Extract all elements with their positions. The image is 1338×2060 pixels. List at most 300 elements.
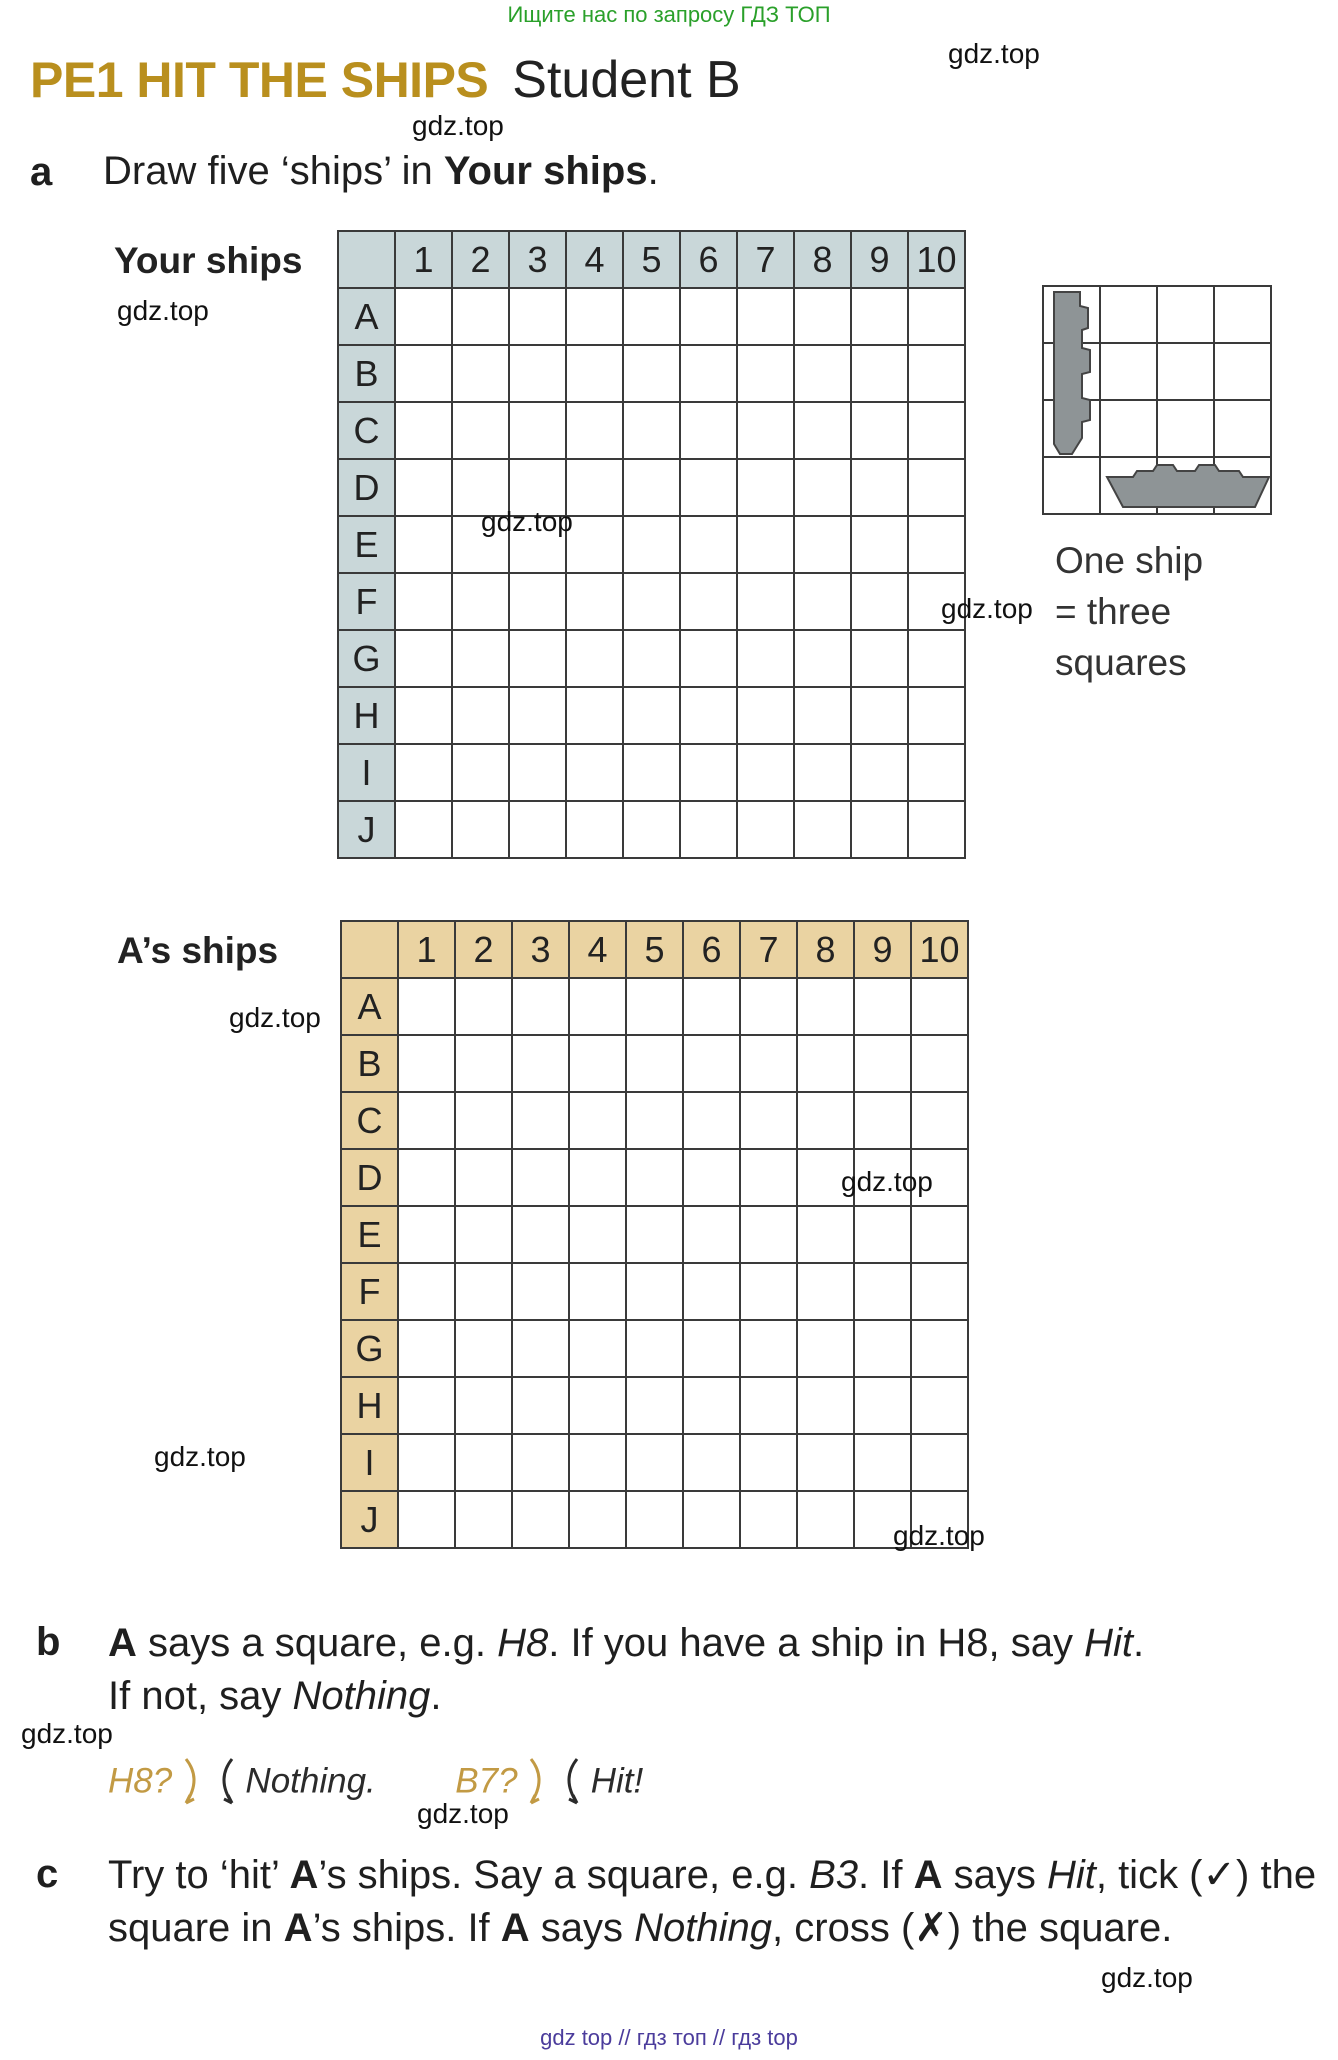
grid-cell-F5[interactable] [623, 573, 680, 630]
grid-cell-I9[interactable] [854, 1434, 911, 1491]
column-header: 9 [854, 921, 911, 978]
grid-cell-A5[interactable] [623, 288, 680, 345]
row-header: G [338, 630, 395, 687]
grid-cell-J6[interactable] [680, 801, 737, 858]
grid-cell-C5[interactable] [626, 1092, 683, 1149]
column-header: 9 [851, 231, 908, 288]
grid-cell-G4[interactable] [566, 630, 623, 687]
grid-cell-G7[interactable] [737, 630, 794, 687]
grid-cell-I6[interactable] [683, 1434, 740, 1491]
grid-cell-I1[interactable] [398, 1434, 455, 1491]
grid-cell-F8[interactable] [797, 1263, 854, 1320]
grid-cell-H2[interactable] [455, 1377, 512, 1434]
column-header: 5 [626, 921, 683, 978]
grid-cell-C7[interactable] [737, 402, 794, 459]
grid-cell-F6[interactable] [683, 1263, 740, 1320]
grid-cell-H4[interactable] [569, 1377, 626, 1434]
item-a-letter: a [30, 150, 53, 194]
grid-cell-J3[interactable] [509, 801, 566, 858]
grid-cell-C9[interactable] [854, 1092, 911, 1149]
grid-cell-H8[interactable] [797, 1377, 854, 1434]
item-c-t5: , tick (✓) the square in [108, 1853, 1317, 1950]
item-c-a1: A [289, 1853, 319, 1897]
grid-cell-A8[interactable] [794, 288, 851, 345]
item-b-letter: b [36, 1620, 61, 1664]
column-header: 8 [794, 231, 851, 288]
row-header: H [341, 1377, 398, 1434]
legend-text [1055, 535, 1203, 688]
item-c-t8: , cross (✗) the square. [772, 1906, 1173, 1950]
item-b-nothing: Nothing [292, 1674, 431, 1718]
grid-cell-H10[interactable] [908, 687, 965, 744]
grid-cell-B2[interactable] [455, 1035, 512, 1092]
grid-cell-D10[interactable] [908, 459, 965, 516]
grid-cell-E4[interactable] [569, 1206, 626, 1263]
grid-cell-A9[interactable] [851, 288, 908, 345]
watermark: gdz.top [21, 1718, 113, 1749]
grid-cell-E5[interactable] [626, 1206, 683, 1263]
your-ships-label: Your ships [114, 240, 303, 281]
row-header: F [341, 1263, 398, 1320]
grid-cell-E6[interactable] [683, 1206, 740, 1263]
item-c-t2: ’s ships. Say a square, e.g. [318, 1853, 810, 1897]
row-header: J [338, 801, 395, 858]
grid-cell-E9[interactable] [851, 516, 908, 573]
grid-cell-H8[interactable] [794, 687, 851, 744]
column-header: 3 [509, 231, 566, 288]
grid-cell-C6[interactable] [683, 1092, 740, 1149]
grid-cell-F9[interactable] [854, 1263, 911, 1320]
dialog-question-1: H8? [108, 1761, 173, 1801]
grid-cell-H5[interactable] [623, 687, 680, 744]
grid-cell-E3[interactable] [512, 1206, 569, 1263]
grid-cell-J9[interactable] [851, 801, 908, 858]
grid-cell-B3[interactable] [512, 1035, 569, 1092]
item-b-text2: . If you have a ship in H8, say [548, 1621, 1085, 1665]
column-header: 6 [683, 921, 740, 978]
grid-cell-F3[interactable] [512, 1263, 569, 1320]
grid-cell-J4[interactable] [569, 1491, 626, 1548]
grid-cell-J6[interactable] [683, 1491, 740, 1548]
grid-cell-G4[interactable] [569, 1320, 626, 1377]
grid-cell-C6[interactable] [680, 402, 737, 459]
grid-cell-E10[interactable] [908, 516, 965, 573]
grid-cell-J5[interactable] [623, 801, 680, 858]
grid-cell-A7[interactable] [737, 288, 794, 345]
watermark: gdz.top [417, 1798, 509, 1829]
row-header: I [341, 1434, 398, 1491]
grid-cell-A6[interactable] [680, 288, 737, 345]
as-ships-label: A’s ships [117, 930, 279, 971]
grid-cell-A6[interactable] [683, 978, 740, 1035]
grid-cell-I8[interactable] [794, 744, 851, 801]
grid-cell-H6[interactable] [683, 1377, 740, 1434]
curved-arrow-icon [182, 1755, 204, 1811]
grid-cell-B7[interactable] [740, 1035, 797, 1092]
grid-cell-F9[interactable] [851, 573, 908, 630]
grid-cell-I1[interactable] [395, 744, 452, 801]
horizontal-ship-icon [1103, 463, 1273, 515]
legend-cell [1214, 343, 1271, 400]
grid-cell-C3[interactable] [512, 1092, 569, 1149]
grid-cell-D5[interactable] [623, 459, 680, 516]
grid-cell-C10[interactable] [908, 402, 965, 459]
grid-cell-C8[interactable] [794, 402, 851, 459]
grid-cell-G5[interactable] [623, 630, 680, 687]
grid-cell-G5[interactable] [626, 1320, 683, 1377]
grid-cell-J7[interactable] [740, 1491, 797, 1548]
row-header: D [338, 459, 395, 516]
item-c-a3: A [283, 1906, 313, 1950]
grid-cell-G2[interactable] [452, 630, 509, 687]
grid-cell-F4[interactable] [566, 573, 623, 630]
grid-cell-B1[interactable] [398, 1035, 455, 1092]
dialog-answer-2: Hit! [590, 1761, 644, 1801]
legend-line-1: One ship [1055, 540, 1204, 581]
grid-cell-F2[interactable] [455, 1263, 512, 1320]
row-header: J [341, 1491, 398, 1548]
grid-cell-D6[interactable] [680, 459, 737, 516]
item-b-text3: . [1132, 1621, 1145, 1665]
row-header: H [338, 687, 395, 744]
grid-cell-C1[interactable] [395, 402, 452, 459]
grid-cell-A10[interactable] [908, 288, 965, 345]
column-header: 1 [398, 921, 455, 978]
grid-cell-I2[interactable] [455, 1434, 512, 1491]
grid-cell-J3[interactable] [512, 1491, 569, 1548]
dialog-answer-1: Nothing. [245, 1761, 376, 1801]
grid-cell-D7[interactable] [737, 459, 794, 516]
grid-cell-H3[interactable] [512, 1377, 569, 1434]
column-header: 4 [566, 231, 623, 288]
column-header: 7 [737, 231, 794, 288]
item-c-example: B3 [809, 1853, 858, 1897]
grid-cell-B4[interactable] [566, 345, 623, 402]
grid-cell-I4[interactable] [566, 744, 623, 801]
row-header: I [338, 744, 395, 801]
grid-cell-F6[interactable] [680, 573, 737, 630]
item-b-instruction [108, 1617, 1308, 1723]
legend-cell [1043, 457, 1100, 514]
grid-cell-D5[interactable] [626, 1149, 683, 1206]
grid-cell-C5[interactable] [623, 402, 680, 459]
item-c-a2: A [913, 1853, 943, 1897]
watermark: gdz.top [117, 295, 209, 326]
your-ships-grid [337, 230, 966, 859]
grid-cell-E5[interactable] [623, 516, 680, 573]
grid-cell-A9[interactable] [854, 978, 911, 1035]
item-b-line2-end: . [430, 1674, 442, 1718]
grid-cell-D1[interactable] [395, 459, 452, 516]
grid-cell-A3[interactable] [509, 288, 566, 345]
watermark: gdz.top [412, 110, 504, 141]
example-dialog [108, 1755, 643, 1811]
grid-cell-I10[interactable] [911, 1434, 968, 1491]
title-main: PE1 HIT THE SHIPS [30, 52, 489, 108]
grid-cell-A1[interactable] [395, 288, 452, 345]
grid-cell-C4[interactable] [569, 1092, 626, 1149]
grid-cell-D1[interactable] [398, 1149, 455, 1206]
grid-cell-G1[interactable] [398, 1320, 455, 1377]
item-b-text1: says a square, e.g. [136, 1621, 498, 1665]
item-c-hit: Hit [1046, 1853, 1096, 1897]
grid-cell-B9[interactable] [851, 345, 908, 402]
grid-cell-D8[interactable] [794, 459, 851, 516]
grid-cell-G7[interactable] [740, 1320, 797, 1377]
row-header: F [338, 573, 395, 630]
grid-cell-F10[interactable] [911, 1263, 968, 1320]
grid-cell-I5[interactable] [623, 744, 680, 801]
grid-cell-F7[interactable] [740, 1263, 797, 1320]
grid-cell-E1[interactable] [395, 516, 452, 573]
grid-cell-D9[interactable] [851, 459, 908, 516]
item-a-text-bold: Your ships [443, 149, 648, 193]
grid-cell-I3[interactable] [509, 744, 566, 801]
grid-cell-D7[interactable] [740, 1149, 797, 1206]
grid-cell-G1[interactable] [395, 630, 452, 687]
grid-cell-B10[interactable] [911, 1035, 968, 1092]
row-header: B [341, 1035, 398, 1092]
grid-cell-C2[interactable] [455, 1092, 512, 1149]
grid-cell-E9[interactable] [854, 1206, 911, 1263]
row-header: C [338, 402, 395, 459]
watermark: gdz.top [941, 593, 1033, 624]
grid-cell-D3[interactable] [512, 1149, 569, 1206]
item-b-line-1 [108, 1617, 1308, 1670]
legend-cell [1157, 400, 1214, 457]
title-sub: Student B [512, 51, 741, 109]
grid-cell-H10[interactable] [911, 1377, 968, 1434]
item-c-t7: says [529, 1906, 635, 1950]
item-b-bold-a: A [108, 1621, 137, 1665]
grid-cell-E7[interactable] [737, 516, 794, 573]
column-header: 4 [569, 921, 626, 978]
grid-cell-B7[interactable] [737, 345, 794, 402]
grid-cell-I7[interactable] [737, 744, 794, 801]
row-header: A [338, 288, 395, 345]
grid-cell-H1[interactable] [398, 1377, 455, 1434]
page-title [30, 50, 741, 110]
column-header: 6 [680, 231, 737, 288]
grid-cell-E1[interactable] [398, 1206, 455, 1263]
grid-cell-C1[interactable] [398, 1092, 455, 1149]
grid-cell-G9[interactable] [851, 630, 908, 687]
grid-cell-J2[interactable] [455, 1491, 512, 1548]
grid-cell-I6[interactable] [680, 744, 737, 801]
grid-cell-B10[interactable] [908, 345, 965, 402]
grid-cell-C9[interactable] [851, 402, 908, 459]
grid-cell-H2[interactable] [452, 687, 509, 744]
grid-cell-E6[interactable] [680, 516, 737, 573]
column-header: 2 [455, 921, 512, 978]
grid-cell-D6[interactable] [683, 1149, 740, 1206]
item-c-letter: c [36, 1852, 59, 1896]
legend-cell [1100, 343, 1157, 400]
grid-cell-B3[interactable] [509, 345, 566, 402]
grid-cell-G3[interactable] [512, 1320, 569, 1377]
row-header: G [341, 1320, 398, 1377]
grid-cell-A10[interactable] [911, 978, 968, 1035]
grid-cell-C8[interactable] [797, 1092, 854, 1149]
vertical-ship-icon [1044, 288, 1098, 460]
grid-cell-H9[interactable] [851, 687, 908, 744]
grid-cell-G8[interactable] [797, 1320, 854, 1377]
row-header: D [341, 1149, 398, 1206]
grid-cell-H7[interactable] [737, 687, 794, 744]
grid-cell-J10[interactable] [908, 801, 965, 858]
grid-cell-C10[interactable] [911, 1092, 968, 1149]
grid-cell-G6[interactable] [683, 1320, 740, 1377]
grid-cell-C7[interactable] [740, 1092, 797, 1149]
column-header: 7 [740, 921, 797, 978]
item-c-t1: Try to ‘hit’ [108, 1853, 290, 1897]
footer: gdz top // гдз топ // гдз top [540, 2025, 798, 2050]
grid-cell-A4[interactable] [566, 288, 623, 345]
legend-cell [1214, 400, 1271, 457]
row-header: A [341, 978, 398, 1035]
curved-arrow-icon [214, 1755, 236, 1811]
grid-cell-A5[interactable] [626, 978, 683, 1035]
grid-cell-F1[interactable] [398, 1263, 455, 1320]
legend-line-2: = three [1055, 591, 1172, 632]
grid-cell-D4[interactable] [566, 459, 623, 516]
grid-cell-C3[interactable] [509, 402, 566, 459]
legend-cell [1100, 400, 1157, 457]
grid-cell-A2[interactable] [452, 288, 509, 345]
grid-cell-B1[interactable] [395, 345, 452, 402]
grid-cell-F4[interactable] [569, 1263, 626, 1320]
grid-cell-E4[interactable] [566, 516, 623, 573]
legend-cell [1214, 286, 1271, 343]
grid-cell-I8[interactable] [797, 1434, 854, 1491]
grid-cell-I3[interactable] [512, 1434, 569, 1491]
grid-cell-B6[interactable] [680, 345, 737, 402]
item-a-text-after: . [647, 149, 659, 193]
grid-cell-H7[interactable] [740, 1377, 797, 1434]
legend-cell [1100, 286, 1157, 343]
grid-cell-J5[interactable] [626, 1491, 683, 1548]
grid-cell-I5[interactable] [626, 1434, 683, 1491]
grid-cell-A1[interactable] [398, 978, 455, 1035]
grid-cell-I9[interactable] [851, 744, 908, 801]
grid-cell-E10[interactable] [911, 1206, 968, 1263]
grid-cell-J1[interactable] [395, 801, 452, 858]
grid-cell-A4[interactable] [569, 978, 626, 1035]
curved-arrow-icon [559, 1755, 581, 1811]
grid-cell-F5[interactable] [626, 1263, 683, 1320]
watermark: gdz.top [948, 38, 1040, 69]
item-a-text-before: Draw five ‘ships’ in [103, 149, 444, 193]
watermark: gdz.top [1101, 1962, 1193, 1993]
column-header: 2 [452, 231, 509, 288]
grid-cell-G2[interactable] [455, 1320, 512, 1377]
item-c-instruction [108, 1849, 1318, 1955]
as-ships-grid [340, 920, 969, 1549]
watermark: gdz.top [481, 506, 573, 537]
grid-cell-H4[interactable] [566, 687, 623, 744]
column-header: 3 [512, 921, 569, 978]
grid-corner [341, 921, 398, 978]
grid-cell-A7[interactable] [740, 978, 797, 1035]
grid-cell-F7[interactable] [737, 573, 794, 630]
grid-cell-G9[interactable] [854, 1320, 911, 1377]
grid-cell-I4[interactable] [569, 1434, 626, 1491]
grid-cell-H6[interactable] [680, 687, 737, 744]
column-header: 5 [623, 231, 680, 288]
grid-cell-B9[interactable] [854, 1035, 911, 1092]
grid-cell-J7[interactable] [737, 801, 794, 858]
item-b-line-2 [108, 1670, 1308, 1723]
grid-cell-B5[interactable] [626, 1035, 683, 1092]
grid-cell-G10[interactable] [911, 1320, 968, 1377]
grid-corner [338, 231, 395, 288]
grid-cell-D2[interactable] [455, 1149, 512, 1206]
grid-cell-G6[interactable] [680, 630, 737, 687]
grid-cell-I7[interactable] [740, 1434, 797, 1491]
row-header: C [341, 1092, 398, 1149]
grid-cell-C2[interactable] [452, 402, 509, 459]
column-header: 1 [395, 231, 452, 288]
grid-cell-A3[interactable] [512, 978, 569, 1035]
item-a-instruction [103, 145, 659, 198]
grid-cell-C4[interactable] [566, 402, 623, 459]
item-c-t3: . If [858, 1853, 914, 1897]
item-b-example: H8 [497, 1621, 549, 1665]
row-header: E [341, 1206, 398, 1263]
grid-cell-F2[interactable] [452, 573, 509, 630]
grid-cell-F8[interactable] [794, 573, 851, 630]
grid-cell-E8[interactable] [794, 516, 851, 573]
grid-cell-I10[interactable] [908, 744, 965, 801]
grid-cell-D4[interactable] [569, 1149, 626, 1206]
grid-cell-B2[interactable] [452, 345, 509, 402]
grid-cell-H5[interactable] [626, 1377, 683, 1434]
grid-cell-F1[interactable] [395, 573, 452, 630]
item-b-line2-text: If not, say [108, 1674, 293, 1718]
grid-cell-B5[interactable] [623, 345, 680, 402]
grid-cell-B8[interactable] [797, 1035, 854, 1092]
grid-cell-J1[interactable] [398, 1491, 455, 1548]
grid-cell-B4[interactable] [569, 1035, 626, 1092]
grid-cell-B6[interactable] [683, 1035, 740, 1092]
item-b-hit: Hit [1084, 1621, 1133, 1665]
grid-cell-J4[interactable] [566, 801, 623, 858]
grid-cell-E8[interactable] [797, 1206, 854, 1263]
grid-cell-A2[interactable] [455, 978, 512, 1035]
curved-arrow-icon [527, 1755, 549, 1811]
row-header: B [338, 345, 395, 402]
grid-cell-J8[interactable] [794, 801, 851, 858]
top-note: Ищите нас по запросу ГДЗ ТОП [507, 2, 831, 27]
dialog-question-2: B7? [455, 1761, 518, 1801]
watermark: gdz.top [841, 1166, 933, 1197]
grid-cell-G3[interactable] [509, 630, 566, 687]
grid-cell-E7[interactable] [740, 1206, 797, 1263]
grid-cell-J2[interactable] [452, 801, 509, 858]
grid-cell-B8[interactable] [794, 345, 851, 402]
grid-cell-I2[interactable] [452, 744, 509, 801]
grid-cell-H9[interactable] [854, 1377, 911, 1434]
grid-cell-H3[interactable] [509, 687, 566, 744]
grid-cell-E2[interactable] [455, 1206, 512, 1263]
grid-cell-G8[interactable] [794, 630, 851, 687]
column-header: 10 [908, 231, 965, 288]
grid-cell-A8[interactable] [797, 978, 854, 1035]
grid-cell-J8[interactable] [797, 1491, 854, 1548]
grid-cell-H1[interactable] [395, 687, 452, 744]
grid-cell-G10[interactable] [908, 630, 965, 687]
grid-cell-F3[interactable] [509, 573, 566, 630]
